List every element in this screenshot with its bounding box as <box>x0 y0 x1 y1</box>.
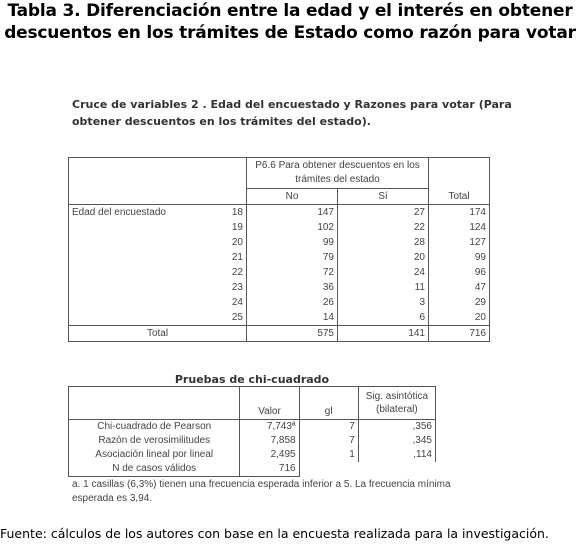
chi-valor: 2,495 <box>240 448 299 462</box>
chi-footnote: a. 1 casillas (6,3%) tienen una frecuencia esperada inferior a 5. La frecuencia mínima esperada es 3,94. <box>72 479 451 504</box>
si-cell: 24 <box>338 265 429 280</box>
no-cell: 79 <box>247 250 338 265</box>
col-si-header: Sí <box>338 189 429 205</box>
age-cell: 25 <box>205 310 247 326</box>
chi-table <box>68 386 436 477</box>
question-header: P6.6 Para obtener descuentos en los trámites del estado <box>247 158 429 189</box>
si-cell: 11 <box>338 280 429 295</box>
total-cell: 174 <box>429 205 490 221</box>
total-row-label: Total <box>69 326 247 342</box>
row-label: Edad del encuestado <box>69 205 206 221</box>
col-no-header: No <box>247 189 338 205</box>
chi-gl: 7 <box>299 420 358 435</box>
age-cell: 19 <box>231 222 243 233</box>
no-cell: 99 <box>247 235 338 250</box>
no-cell: 14 <box>247 310 338 326</box>
no-cell: 147 <box>247 205 338 221</box>
chi-valor: 7,858 <box>240 434 299 448</box>
age-cell: 18 <box>231 207 243 218</box>
total-cell: 96 <box>429 265 490 280</box>
table-caption: Cruce de variables 2 . Edad del encuestado y Razones para votar (Para obtener descuentos en los trámites del estado). <box>72 98 512 128</box>
chi-row-label: N de casos válidos <box>69 462 240 477</box>
chi-row-label: Asociación lineal por lineal <box>69 448 240 462</box>
age-cell: 21 <box>231 252 243 263</box>
crosstab-table <box>68 157 490 342</box>
total-cell: 124 <box>429 220 490 235</box>
si-cell: 20 <box>338 250 429 265</box>
chi-sig: ,345 <box>358 434 435 448</box>
total-no-cell: 575 <box>247 326 338 342</box>
total-cell: 47 <box>429 280 490 295</box>
si-cell: 27 <box>338 205 429 221</box>
chi-valor: 716 <box>240 462 299 477</box>
total-cell: 20 <box>429 310 490 326</box>
age-cell: 20 <box>231 237 243 248</box>
no-cell: 36 <box>247 280 338 295</box>
col-valor-header: Valor <box>240 387 299 420</box>
si-cell: 28 <box>338 235 429 250</box>
age-cell: 22 <box>231 267 243 278</box>
total-cell: 99 <box>429 250 490 265</box>
total-cell: 127 <box>429 235 490 250</box>
age-cell: 23 <box>231 282 243 293</box>
grand-total-cell: 716 <box>429 326 490 342</box>
chi-gl: 1 <box>299 448 358 462</box>
total-cell: 29 <box>429 295 490 310</box>
si-cell: 3 <box>338 295 429 310</box>
chi-row-label: Razón de verosimilitudes <box>69 434 240 448</box>
col-gl-header: gl <box>299 387 358 420</box>
no-cell: 72 <box>247 265 338 280</box>
total-si-cell: 141 <box>338 326 429 342</box>
chi-sig: ,356 <box>358 420 435 435</box>
page-title: Tabla 3. Diferenciación entre la edad y el interés en obtener descuentos en los trámites de Estado como razón para votar <box>4 1 576 43</box>
no-cell: 26 <box>247 295 338 310</box>
chi-valor: 7,743ª <box>240 420 299 435</box>
chi-sig: ,114 <box>358 448 435 462</box>
source-note: Fuente: cálculos de los autores con base en la encuesta realizada para la investigación. <box>0 526 549 541</box>
col-sig-header: Sig. asintótica (bilateral) <box>358 387 435 420</box>
no-cell: 102 <box>247 220 338 235</box>
age-cell: 24 <box>231 297 243 308</box>
chi-row-label: Chi-cuadrado de Pearson <box>69 420 240 435</box>
si-cell: 6 <box>338 310 429 326</box>
chi-gl: 7 <box>299 434 358 448</box>
si-cell: 22 <box>338 220 429 235</box>
col-total-header: Total <box>429 158 490 205</box>
chi-title: Pruebas de chi-cuadrado <box>174 373 330 386</box>
